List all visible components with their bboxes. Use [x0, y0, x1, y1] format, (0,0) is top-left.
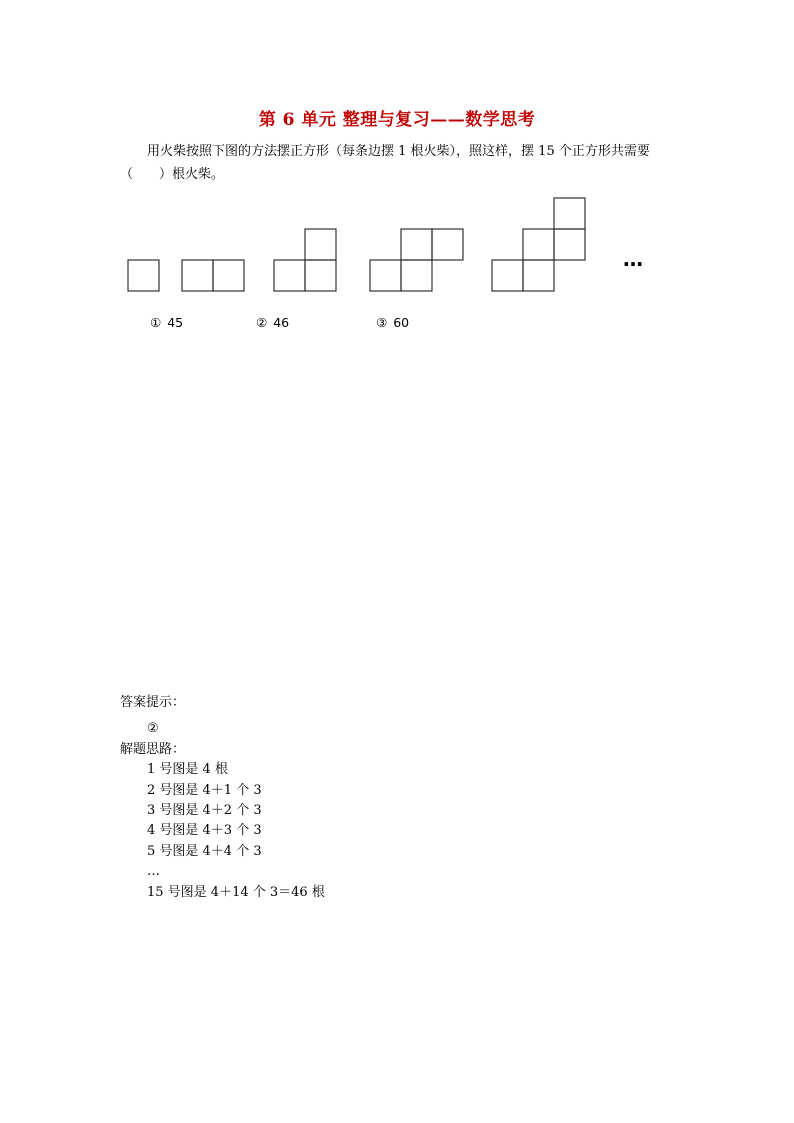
figure-3 — [274, 229, 336, 291]
solution-step: 15 号图是 4＋14 个 3＝46 根 — [147, 884, 325, 900]
solution-step: 4 号图是 4＋3 个 3 — [147, 823, 262, 839]
solution-step: … — [147, 864, 160, 880]
figures-ellipsis: … — [623, 247, 643, 271]
answer-hint-value: ② — [147, 721, 159, 737]
option-2 — [256, 315, 289, 330]
figure-4 — [370, 229, 463, 291]
solution-step: 2 号图是 4＋1 个 3 — [147, 782, 262, 798]
figure-1 — [128, 260, 159, 291]
option-3-value: 60 — [393, 315, 410, 330]
question-text — [120, 140, 680, 186]
question-line-1 — [120, 140, 680, 163]
option-3-mark: ③ — [376, 315, 388, 330]
solution-label: 解题思路： — [120, 741, 186, 757]
matchstick-figures — [120, 190, 680, 300]
option-2-mark: ② — [256, 315, 268, 330]
question-line-1-text: 用火柴按照下图的方法摆正方形（每条边摆 1 根火柴），照这样，摆 15 个正方形共需要 — [147, 144, 650, 159]
figure-5 — [492, 198, 585, 291]
matchstick-diagram — [120, 190, 680, 300]
option-1 — [150, 315, 183, 330]
figure-2 — [182, 260, 244, 291]
option-1-value: 45 — [167, 315, 184, 330]
answer-hint-label: 答案提示： — [120, 695, 186, 710]
option-3 — [376, 315, 409, 330]
solution-step: 3 号图是 4＋2 个 3 — [147, 803, 262, 819]
page-title: 第 6 单元 整理与复习——数学思考 — [258, 110, 536, 130]
solution-step: 5 号图是 4＋4 个 3 — [147, 843, 262, 859]
option-1-mark: ① — [150, 315, 162, 330]
answer-section — [120, 693, 680, 903]
solution-step: 1 号图是 4 根 — [147, 762, 228, 778]
option-2-value: 46 — [273, 315, 290, 330]
question-line-2: （ ）根火柴。 — [120, 167, 225, 182]
